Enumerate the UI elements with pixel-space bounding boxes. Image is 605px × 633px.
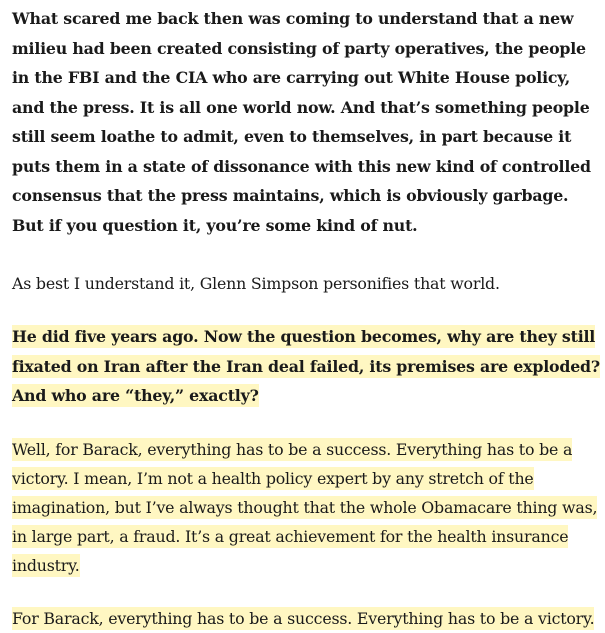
paragraph-highlighted-question — [12, 322, 605, 411]
paragraph-3-text: He did five years ago. Now the question becomes, why are they still fixated on Iran after the Iran deal failed, its premises are exploded? And who are “they,” exactly? — [12, 327, 600, 405]
paragraph-plain — [12, 269, 605, 298]
paragraph-highlighted-answer — [12, 435, 605, 580]
paragraph-question-answer — [12, 4, 605, 240]
paragraph-2-text: As best I understand it, Glenn Simpson personifies that world. — [12, 274, 500, 293]
paragraph-5-text: For Barack, everything has to be a success. Everything has to be a victory. — [12, 608, 595, 628]
paragraph-4-text: Well, for Barack, everything has to be a success. Everything has to be a victory. I mean, I’m not a health policy expert by any stretch of the imagination, but I’ve always thought that the whole Obamacare thing was, in large part, a fraud. It’s a great achievement for the health insurance industry. — [12, 439, 598, 575]
article-body — [0, 4, 605, 633]
paragraph-highlighted-quote — [12, 604, 605, 633]
paragraph-1-text: What scared me back then was coming to understand that a new milieu had been created consisting of party operatives, the people in the FBI and the CIA who are carrying out White House policy, and the press. It is all one world now. And that’s something people still seem loathe to admit, even to themselves, in part because it puts them in a state of dissonance with this new kind of controlled consensus that the press maintains, which is obviously garbage. But if you question it, you’re some kind of nut. — [12, 9, 591, 235]
